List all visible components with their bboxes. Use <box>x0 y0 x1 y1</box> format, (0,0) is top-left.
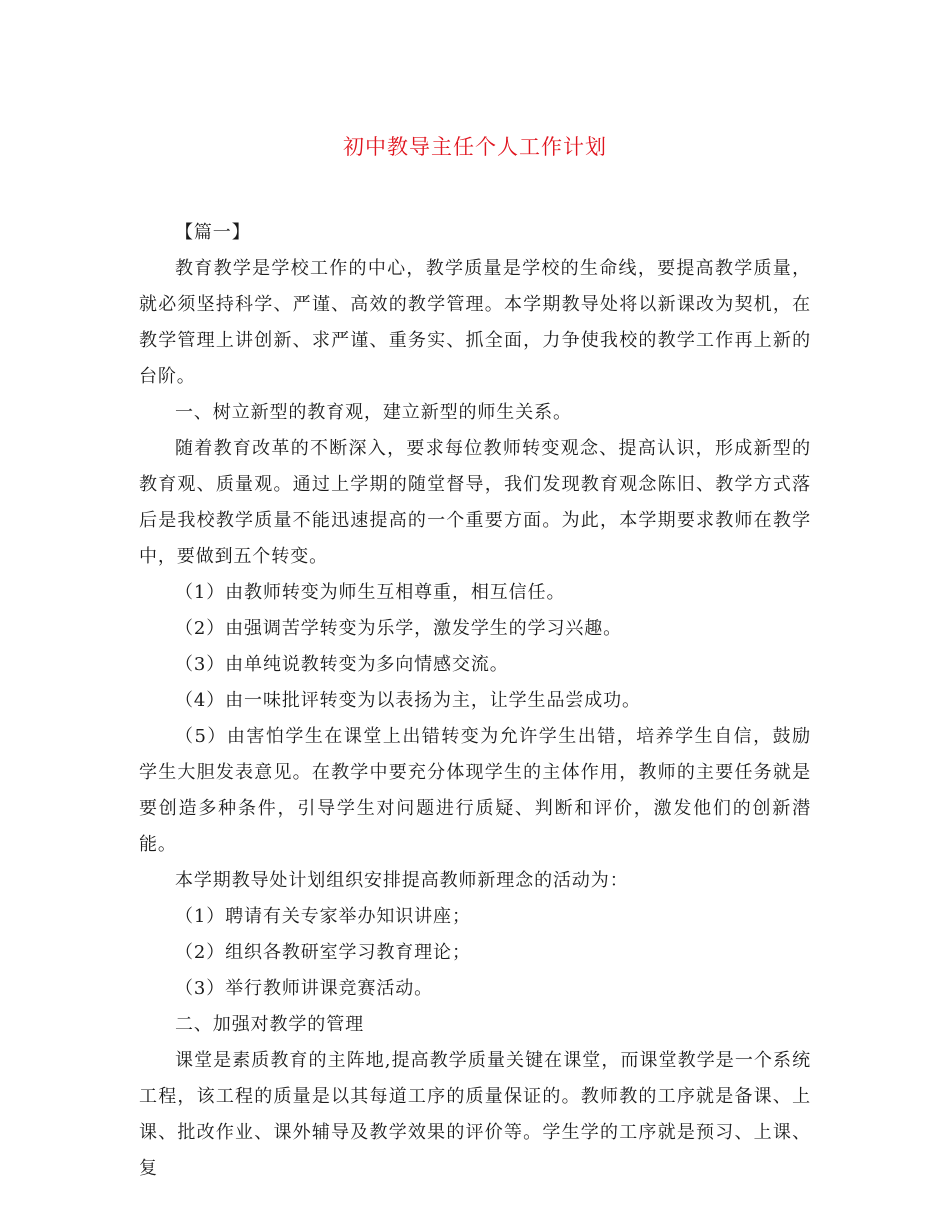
change-item-4: （4）由一味批评转变为以表扬为主，让学生品尝成功。 <box>175 690 641 711</box>
activity-item-3: （3）举行教师讲课竞赛活动。 <box>175 978 434 999</box>
activities-intro: 本学期教导处计划组织安排提高教师新理念的活动为： <box>175 870 629 891</box>
document-title: 初中教导主任个人工作计划 <box>343 135 607 159</box>
change-item-3: （3）由单纯说教转变为多向情感交流。 <box>175 654 509 675</box>
heading-1: 一、树立新型的教育观，建立新型的师生关系。 <box>175 402 572 423</box>
change-item-1: （1）由教师转变为师生互相尊重，相互信任。 <box>175 582 566 603</box>
activity-item-2: （2）组织各教研室学习教育理论； <box>175 942 471 963</box>
change-item-2: （2）由强调苦学转变为乐学，激发学生的学习兴趣。 <box>175 618 623 639</box>
paragraph-1: 随着教育改革的不断深入，要求每位教师转变观念、提高认识，形成新型的教育观、质量观。通过上学期的随堂督导，我们发现教育观念陈旧、教学方式落后是我校教学质量不能迅速提高的一个重要方面。为此，本学期要求教师在教学中，要做到五个转变。 <box>139 438 811 567</box>
heading-2: 二、加强对教学的管理 <box>175 1014 364 1035</box>
section-label: 【篇一】 <box>175 222 251 243</box>
activity-item-1: （1）聘请有关专家举办知识讲座； <box>175 906 471 927</box>
paragraph-2: 课堂是素质教育的主阵地,提高教学质量关键在课堂，而课堂教学是一个系统工程，该工程的质量是以其每道工序的质量保证的。教师教的工序就是备课、上课、批改作业、课外辅导及教学效果的评价等。学生学的工序就是预习、上课、复 <box>139 1050 811 1179</box>
intro-paragraph: 教育教学是学校工作的中心，教学质量是学校的生命线，要提高教学质量，就必须坚持科学、严谨、高效的教学管理。本学期教导处将以新课改为契机，在教学管理上讲创新、求严谨、重务实、抓全面，力争使我校的教学工作再上新的台阶。 <box>139 258 811 387</box>
change-item-5: （5）由害怕学生在课堂上出错转变为允许学生出错，培养学生自信，鼓励学生大胆发表意见。在教学中要充分体现学生的主体作用，教师的主要任务就是要创造多种条件，引导学生对问题进行质疑、判断和评价，激发他们的创新潜能。 <box>139 726 811 855</box>
document-body <box>139 215 811 1187</box>
